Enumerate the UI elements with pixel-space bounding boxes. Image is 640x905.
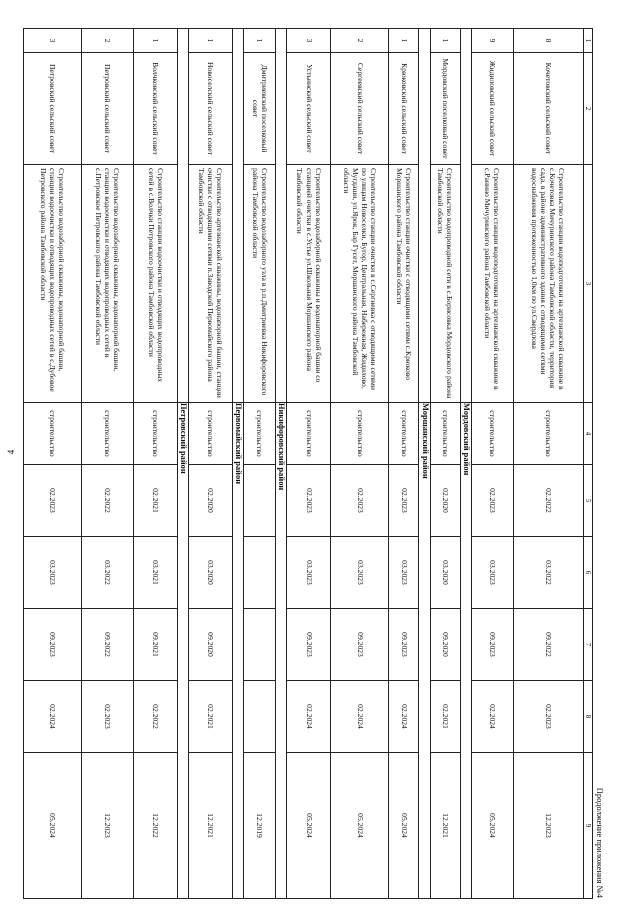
table-row	[430, 29, 460, 899]
district-name: Первомайский район	[233, 403, 244, 899]
date-col8: 02.2022	[134, 681, 178, 753]
date-col7: 09.2023	[389, 609, 419, 681]
council-name: Крюковский сельский совет	[389, 53, 419, 165]
row-number: 9	[471, 29, 513, 53]
work-type: строительство	[189, 403, 233, 465]
section-gap	[419, 29, 430, 403]
date-col6: 03.2020	[189, 537, 233, 609]
council-name: Устьинский сельский совет	[287, 53, 331, 165]
date-col6: 03.2021	[134, 537, 178, 609]
date-col8: 02.2023	[513, 681, 583, 753]
page-number: 4	[6, 449, 16, 455]
date-col7: 09.2020	[430, 609, 460, 681]
col-number: 8	[583, 681, 592, 753]
date-col7: 09.2022	[82, 609, 134, 681]
district-section-row	[419, 29, 430, 899]
district-name: Петровский район	[178, 403, 189, 899]
work-type: строительство	[513, 403, 583, 465]
row-number: 3	[24, 29, 82, 53]
council-name: Петровский сельский совет	[82, 53, 134, 165]
date-col9: 12.2019	[244, 753, 276, 899]
district-name: Никифоровский район	[276, 403, 287, 899]
row-number: 3	[287, 29, 331, 53]
work-type: строительство	[331, 403, 389, 465]
district-section-row	[276, 29, 287, 899]
date-col5: 02.2023	[331, 465, 389, 537]
table-row	[389, 29, 419, 899]
date-col8: 02.2024	[24, 681, 82, 753]
continuation-caption: Продолжение приложения №4	[595, 787, 605, 898]
date-col5: 02.2021	[134, 465, 178, 537]
section-gap	[178, 29, 189, 403]
table-row	[244, 29, 276, 899]
date-col8	[244, 681, 276, 753]
district-name: Моршанский район	[419, 403, 430, 899]
work-type: строительство	[24, 403, 82, 465]
row-number: 1	[189, 29, 233, 53]
project-name: Строительство станции водоподготовки на артезианской скважине в с.Ранино Мичуринского района Тамбовской области	[471, 165, 513, 403]
project-name: Строительство станции очистки с отводящими сетями с.Крюково Моршанского района Тамбовской области	[389, 165, 419, 403]
date-col8: 02.2024	[389, 681, 419, 753]
district-name: Мордовский район	[460, 403, 471, 899]
project-name: Строительство водозаборного узла в р.п.Дмитриевка Никифоровского района Тамбовской области	[244, 165, 276, 403]
work-type: строительство	[389, 403, 419, 465]
date-col5	[244, 465, 276, 537]
column-number-row	[583, 29, 592, 899]
date-col5: 02.2022	[513, 465, 583, 537]
date-col8: 02.2024	[287, 681, 331, 753]
date-col9: 05.2024	[389, 753, 419, 899]
table-row	[331, 29, 389, 899]
date-col7: 09.2023	[331, 609, 389, 681]
col-number: 5	[583, 465, 592, 537]
col-number: 3	[583, 165, 592, 403]
row-number: 2	[82, 29, 134, 53]
district-section-row	[233, 29, 244, 899]
date-col7: 09.2020	[189, 609, 233, 681]
council-name: Дмитриевский поселковый совет	[244, 53, 276, 165]
date-col6	[244, 537, 276, 609]
date-col6: 03.2022	[513, 537, 583, 609]
date-col8: 02.2023	[82, 681, 134, 753]
project-name: Строительство артезианской скважины, водонапорной башни, станции очистки с отводящими сетями п.Заводской Первомайского района Тамбовской области	[189, 165, 233, 403]
date-col5: 02.2023	[389, 465, 419, 537]
col-number: 4	[583, 403, 592, 465]
table-row	[189, 29, 233, 899]
date-col5: 02.2020	[189, 465, 233, 537]
date-col9: 12.2021	[430, 753, 460, 899]
project-name: Строительство водозаборной скважины, водонапорной башни, станции водоочистки и отводящих водопроводных сетей в с.Петровское Петровского района Тамбовской области	[82, 165, 134, 403]
date-col7: 09.2023	[24, 609, 82, 681]
rotated-page	[39, 28, 605, 898]
date-col6: 03.2020	[430, 537, 460, 609]
date-col9: 12.2023	[82, 753, 134, 899]
date-col7	[244, 609, 276, 681]
row-number: 1	[134, 29, 178, 53]
date-col7: 09.2021	[134, 609, 178, 681]
date-col5: 02.2022	[82, 465, 134, 537]
date-col9: 05.2024	[24, 753, 82, 899]
row-number: 8	[513, 29, 583, 53]
date-col9: 05.2024	[287, 753, 331, 899]
project-name: Строительство станции водоочистки и отводящих водопроводных сетей в с.Волчки Петровского района Тамбовской области	[134, 165, 178, 403]
date-col6: 03.2023	[471, 537, 513, 609]
section-gap	[276, 29, 287, 403]
date-col8: 02.2024	[331, 681, 389, 753]
council-name: Мордовский поселковый совет	[430, 53, 460, 165]
district-section-row	[178, 29, 189, 899]
project-name: Строительство станции очистки в с.Сергиевка с отводящими сетями по улицам Новоселки, Бугор, Центральная, Набережная, Жидилово, Мугдаши, ул.Ярок, Бар Гусет, Моршанского района Тамбовской области	[331, 165, 389, 403]
date-col5: 02.2023	[24, 465, 82, 537]
date-col7: 09.2023	[471, 609, 513, 681]
table-row	[134, 29, 178, 899]
row-number: 1	[389, 29, 419, 53]
col-number: 9	[583, 753, 592, 899]
council-name: Жидиловский сельский совет	[471, 53, 513, 165]
date-col8: 02.2024	[471, 681, 513, 753]
col-number: 2	[583, 53, 592, 165]
date-col9: 05.2024	[471, 753, 513, 899]
table-row	[513, 29, 583, 899]
date-col8: 02.2021	[189, 681, 233, 753]
col-number: 1	[583, 29, 592, 53]
project-name: Строительство станции водоподготовки на артезианской скважине в с.Кочетовка Мичуринского района Тамбовской области, территория сада, в районе административного здания с отводящими сетями водоснабжения протяженностью 1,0км по ул.Свердлова	[513, 165, 583, 403]
schedule-table	[23, 28, 593, 899]
date-col5: 02.2020	[430, 465, 460, 537]
row-number: 1	[244, 29, 276, 53]
project-name: Строительство водозаборной скважины, водонапорной башни, станции водоочистки и отводящих водопроводных сетей в с.Дубовое Петровского района Тамбовской области	[24, 165, 82, 403]
district-section-row	[460, 29, 471, 899]
date-col8: 02.2021	[430, 681, 460, 753]
date-col9: 12.2023	[513, 753, 583, 899]
work-type: строительство	[82, 403, 134, 465]
work-type: строительство	[134, 403, 178, 465]
work-type: строительство	[244, 403, 276, 465]
date-col7: 09.2022	[513, 609, 583, 681]
work-type: строительство	[287, 403, 331, 465]
date-col5: 02.2023	[471, 465, 513, 537]
council-name: Сергеевский сельский совет	[331, 53, 389, 165]
section-gap	[233, 29, 244, 403]
date-col9: 05.2024	[331, 753, 389, 899]
date-col6: 03.2023	[389, 537, 419, 609]
col-number: 6	[583, 537, 592, 609]
table-row	[24, 29, 82, 899]
section-gap	[460, 29, 471, 403]
date-col9: 12.2021	[189, 753, 233, 899]
date-col6: 03.2023	[287, 537, 331, 609]
date-col7: 09.2023	[287, 609, 331, 681]
row-number: 2	[331, 29, 389, 53]
council-name: Петровский сельский совет	[24, 53, 82, 165]
table-row	[82, 29, 134, 899]
council-name: Волчковский сельский совет	[134, 53, 178, 165]
date-col6: 03.2023	[24, 537, 82, 609]
work-type: строительство	[471, 403, 513, 465]
table-row	[287, 29, 331, 899]
col-number: 7	[583, 609, 592, 681]
project-name: Строительство водопроводной сети в с.Борисовка Мордовского района Тамбовской области	[430, 165, 460, 403]
work-type: строительство	[430, 403, 460, 465]
row-number: 1	[430, 29, 460, 53]
date-col6: 03.2023	[331, 537, 389, 609]
date-col9: 12.2022	[134, 753, 178, 899]
council-name: Новоселский сельский совет	[189, 53, 233, 165]
date-col5: 02.2023	[287, 465, 331, 537]
council-name: Кочетовский сельский совет	[513, 53, 583, 165]
table-row	[471, 29, 513, 899]
date-col6: 03.2022	[82, 537, 134, 609]
project-name: Строительство водозаборной скважины и водонапорной башни со станцией очистки в с.Устье ул.Школьная Моршанского района Тамбовской области	[287, 165, 331, 403]
